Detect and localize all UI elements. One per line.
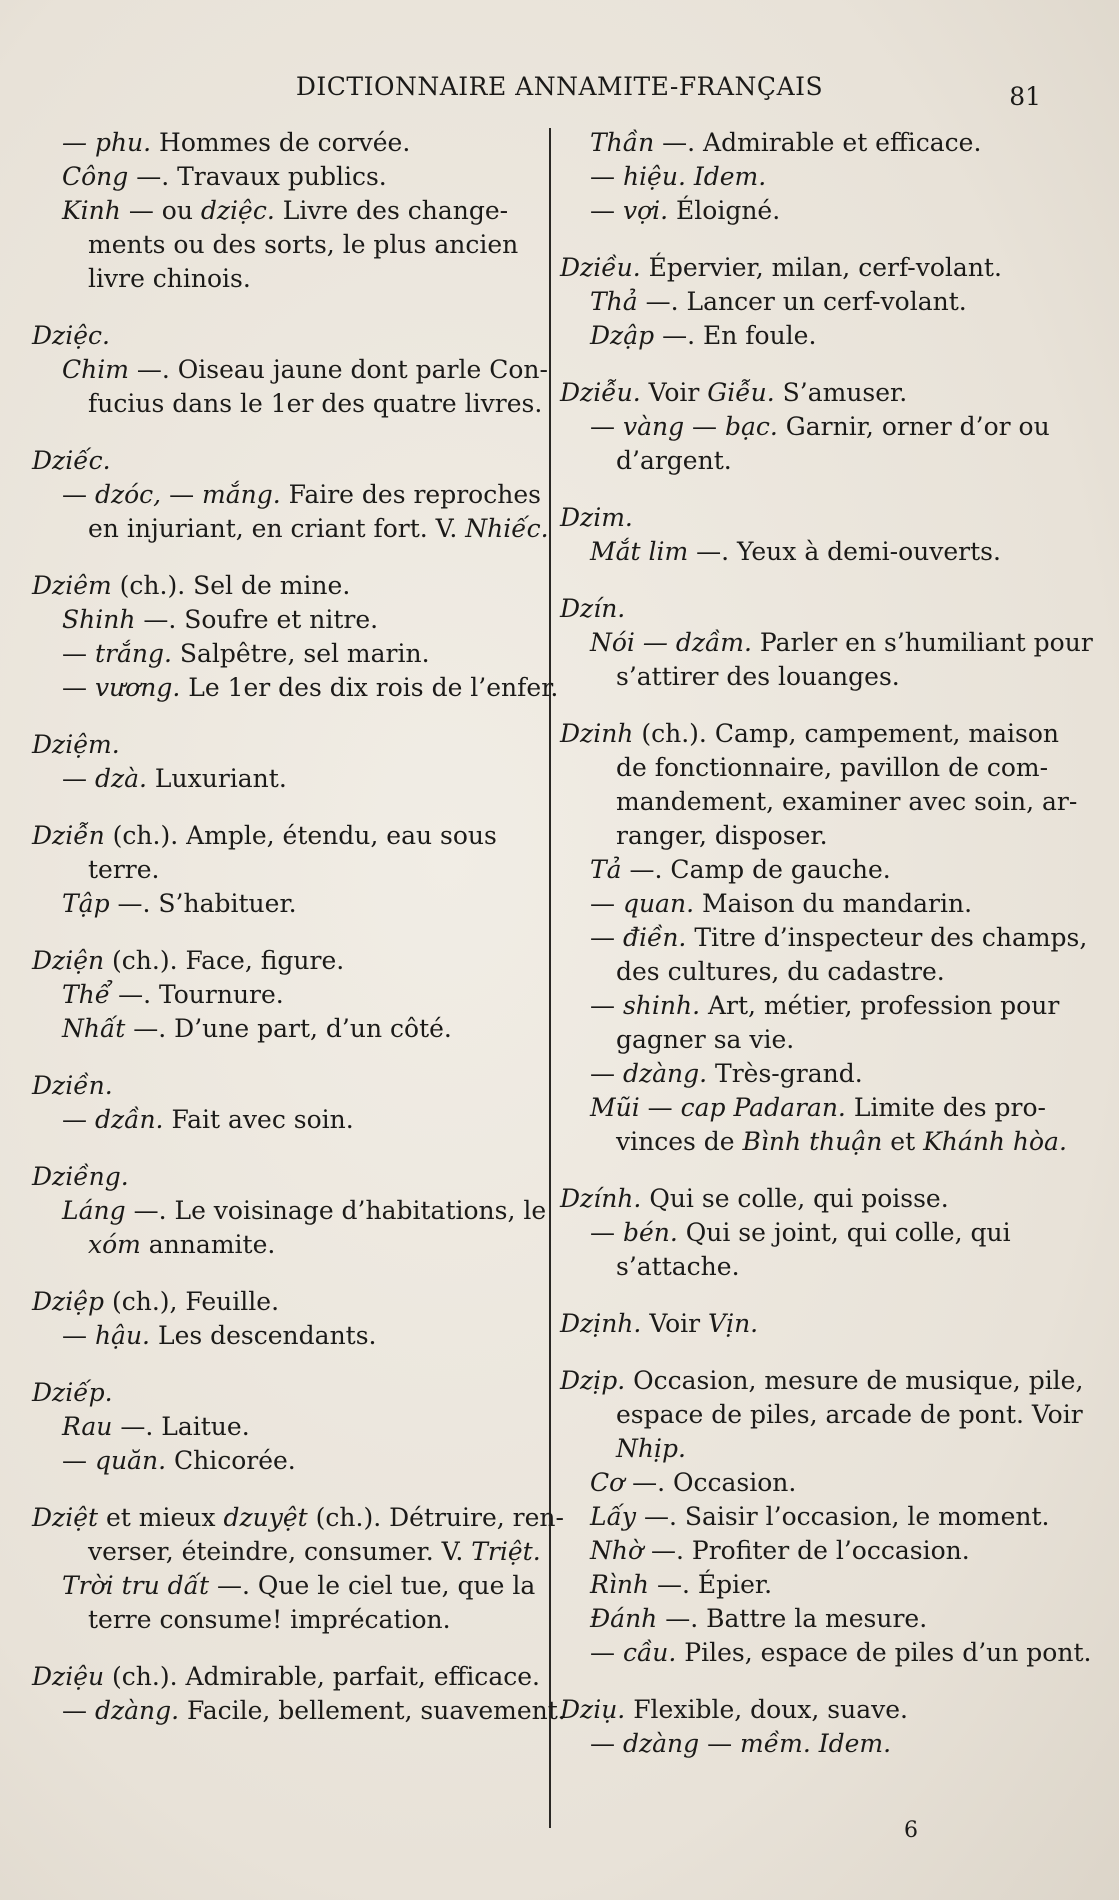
text-run: — <box>590 162 623 191</box>
italic-text: điền. <box>622 923 687 952</box>
italic-text: dzàng <box>622 1729 700 1758</box>
dictionary-entry <box>560 1364 1092 1670</box>
dictionary-entry <box>32 444 549 546</box>
entry-headword-line <box>560 1307 1060 1341</box>
entry-subentry-line <box>32 1319 532 1353</box>
italic-text: Lấy <box>590 1502 637 1531</box>
italic-text: Dziụ. <box>560 1695 626 1724</box>
entry-continuation-line <box>560 1250 1060 1284</box>
entry-headword-line <box>32 569 532 603</box>
italic-text: Bình thuận <box>742 1127 883 1156</box>
text-run: terre. <box>88 855 160 884</box>
italic-text: Dziêm <box>32 571 112 600</box>
text-run: s’attirer des louanges. <box>616 662 900 691</box>
italic-text: Thần <box>590 128 655 157</box>
italic-text: mắng. <box>202 480 281 509</box>
entry-subentry-line <box>560 887 1060 921</box>
text-run: Titre d’inspecteur des champs, <box>686 923 1088 952</box>
text-run: Occasion, mesure de musique, pile, <box>625 1366 1084 1395</box>
dictionary-entry <box>560 501 1060 569</box>
entry-continuation-line <box>560 1398 1083 1432</box>
dictionary-entry <box>560 717 1088 1159</box>
italic-text: Láng <box>62 1196 126 1225</box>
text-run: en injuriant, en criant fort. V. <box>88 514 466 543</box>
text-run: —. Tournure. <box>110 980 284 1009</box>
entry-continuation-line <box>32 387 543 421</box>
entry-continuation-line <box>32 262 532 296</box>
italic-text: dzần. <box>94 1105 164 1134</box>
italic-text: vợi. <box>622 196 669 225</box>
dictionary-entry <box>32 126 532 296</box>
text-run: Limite des pro- <box>845 1093 1046 1122</box>
text-run: — <box>590 196 623 225</box>
entry-subentry-line <box>560 1057 1060 1091</box>
dictionary-entry <box>32 1160 547 1262</box>
entry-headword-line <box>32 319 532 353</box>
entry-continuation-line <box>32 853 532 887</box>
entry-subentry-line <box>560 194 1060 228</box>
text-run: — <box>590 1638 623 1667</box>
italic-text: — phu. <box>62 128 152 157</box>
entry-subentry-line <box>560 319 1060 353</box>
entry-headword-line <box>32 1285 532 1319</box>
text-run: — <box>590 1729 623 1758</box>
entry-subentry-line <box>560 853 1060 887</box>
dictionary-entry <box>32 1501 564 1637</box>
italic-text: Dziện <box>32 946 105 975</box>
text-run: et mieux <box>98 1503 224 1532</box>
italic-text: Khánh hòa. <box>923 1127 1067 1156</box>
entry-subentry-line <box>560 1727 1060 1761</box>
entry-continuation-line <box>32 512 549 546</box>
entry-continuation-line <box>560 955 1060 989</box>
italic-text: Dzim. <box>560 503 633 532</box>
italic-text: mềm. Idem. <box>740 1729 892 1758</box>
italic-text: Dziếc. <box>32 446 111 475</box>
entry-continuation-line <box>560 1125 1067 1159</box>
text-run: (ch.). Admirable, parfait, efficace. <box>104 1662 540 1691</box>
italic-text: Mắt lim <box>590 537 689 566</box>
dictionary-entry <box>32 819 532 921</box>
text-run: Salpêtre, sel marin. <box>171 639 430 668</box>
text-run: —. Épier. <box>649 1570 773 1599</box>
dictionary-entry <box>32 1660 566 1728</box>
entry-subentry-line <box>32 1444 532 1478</box>
italic-text: Dziệp <box>32 1287 105 1316</box>
text-run: Piles, espace de piles d’un pont. <box>676 1638 1092 1667</box>
italic-text: Dziệu <box>32 1662 105 1691</box>
text-run: — <box>62 639 95 668</box>
text-run: ranger, disposer. <box>616 821 828 850</box>
text-run: verser, éteindre, consumer. V. <box>88 1537 472 1566</box>
entry-continuation-line <box>32 1535 541 1569</box>
italic-text: bén. <box>622 1218 678 1247</box>
italic-text: quan. <box>622 889 695 918</box>
entry-headword-line <box>32 1069 532 1103</box>
dictionary-entry <box>32 319 548 421</box>
text-run: Voir <box>641 1309 709 1338</box>
entry-subentry-line <box>560 1216 1060 1250</box>
dictionary-entry <box>560 376 1060 478</box>
text-run: —. En foule. <box>654 321 817 350</box>
text-run: Maison du mandarin. <box>694 889 973 918</box>
dictionary-entry <box>32 944 532 1046</box>
italic-text: hiệu. Idem. <box>622 162 767 191</box>
text-run: — <box>684 412 725 441</box>
italic-text: cap Padaran. <box>680 1093 846 1122</box>
text-run: —. Le voisinage d’habitations, le <box>125 1196 547 1225</box>
italic-text: Giễu. <box>707 378 775 407</box>
entry-headword-line <box>560 251 1060 285</box>
italic-text: Nhiếc. <box>465 514 549 543</box>
italic-text: Tả <box>590 855 622 884</box>
text-run: — <box>590 1059 623 1088</box>
column-divider <box>549 128 551 1828</box>
text-run: — <box>62 673 95 702</box>
italic-text: xóm <box>88 1230 141 1259</box>
italic-text: Shinh <box>62 605 136 634</box>
dictionary-entry <box>560 1182 1060 1284</box>
italic-text: Thể <box>62 980 111 1009</box>
text-run: Parler en s’humiliant pour <box>751 628 1093 657</box>
text-run: Livre des change- <box>274 196 509 225</box>
text-run: vinces de <box>616 1127 743 1156</box>
italic-text: Dziễn <box>32 821 105 850</box>
text-run: livre chinois. <box>88 264 251 293</box>
italic-text: bạc. <box>725 412 778 441</box>
entry-continuation-line <box>560 444 1060 478</box>
italic-text: Công <box>62 162 129 191</box>
text-run: Les descendants. <box>150 1321 377 1350</box>
entry-subentry-line <box>560 160 1060 194</box>
entry-headword-line <box>560 717 1060 751</box>
italic-text: Rau <box>62 1412 113 1441</box>
entry-headword-line <box>560 592 1060 626</box>
text-run: Épervier, milan, cerf-volant. <box>640 253 1002 282</box>
text-run: Le 1er des dix rois de l’enfer. <box>180 673 559 702</box>
text-run: — ou <box>120 196 201 225</box>
italic-text: hậu. <box>94 1321 151 1350</box>
italic-text: Dziếp. <box>32 1378 113 1407</box>
entry-headword-line <box>560 376 1060 410</box>
entry-headword-line <box>560 501 1060 535</box>
entry-subentry-line <box>560 285 1060 319</box>
italic-text: Thả <box>590 287 638 316</box>
text-run: —. Soufre et nitre. <box>135 605 379 634</box>
entry-subentry-line <box>560 1466 1060 1500</box>
text-run: — <box>62 480 95 509</box>
entry-continuation-line <box>560 819 1060 853</box>
text-run: — <box>62 764 95 793</box>
italic-text: Dziệm. <box>32 730 120 759</box>
italic-text: Chim <box>62 355 129 384</box>
italic-text: Nhịp. <box>616 1434 686 1463</box>
dictionary-entry <box>560 1693 1060 1761</box>
italic-text: cầu. <box>622 1638 677 1667</box>
text-run: ments ou des sorts, le plus ancien <box>88 230 519 259</box>
text-run: — <box>590 412 623 441</box>
entry-subentry-line <box>560 535 1060 569</box>
italic-text: dzóc, <box>94 480 162 509</box>
italic-text: Dzính. <box>560 1184 642 1213</box>
entry-subentry-line <box>32 603 532 637</box>
text-run: Art, métier, profession pour <box>700 991 1060 1020</box>
entry-subentry-line <box>32 1103 532 1137</box>
italic-text: Dziễu. <box>560 378 641 407</box>
text-run: — <box>62 1696 95 1725</box>
text-run: —. Admirable et efficace. <box>654 128 982 157</box>
italic-text: Đánh <box>590 1604 658 1633</box>
entry-subentry-line <box>32 353 548 387</box>
text-run: Voir <box>640 378 708 407</box>
entry-headword-line <box>32 728 532 762</box>
entry-headword-line <box>32 444 532 478</box>
text-run: —. Profiter de l’occasion. <box>643 1536 970 1565</box>
text-run: terre consume! imprécation. <box>88 1605 451 1634</box>
text-run: Faire des reproches <box>280 480 541 509</box>
entry-continuation-line <box>32 1228 532 1262</box>
text-run: — <box>62 1446 95 1475</box>
italic-text: Dziềng. <box>32 1162 129 1191</box>
text-run: gagner sa vie. <box>616 1025 795 1054</box>
entry-continuation-line <box>560 660 1060 694</box>
text-run: —. Que le ciel tue, que la <box>209 1571 536 1600</box>
italic-text: Dziền. <box>32 1071 113 1100</box>
entry-subentry-line <box>560 1500 1060 1534</box>
italic-text: Rình <box>590 1570 650 1599</box>
dictionary-entry <box>560 592 1093 694</box>
entry-subentry-line <box>560 921 1088 955</box>
entry-headword-line <box>32 1376 532 1410</box>
text-run: d’argent. <box>616 446 732 475</box>
text-run: (ch.). Détruire, ren- <box>307 1503 564 1532</box>
text-run: —. Battre la mesure. <box>657 1604 928 1633</box>
entry-subentry-line <box>32 194 532 228</box>
italic-text: Triệt. <box>471 1537 541 1566</box>
text-run: — <box>590 991 623 1020</box>
entry-continuation-line <box>560 1023 1060 1057</box>
text-run: —. Yeux à demi-ouverts. <box>688 537 1001 566</box>
entry-subentry-line <box>32 887 532 921</box>
entry-continuation-line <box>32 228 532 262</box>
text-run: (ch.), Feuille. <box>104 1287 280 1316</box>
signature-mark: 6 <box>904 1818 918 1843</box>
dictionary-entry <box>560 126 1060 228</box>
italic-text: dzàng. <box>622 1059 708 1088</box>
text-run: Éloigné. <box>668 196 781 225</box>
italic-text: Dzập <box>590 321 655 350</box>
entry-subentry-line <box>32 637 532 671</box>
entry-subentry-line <box>560 1091 1060 1125</box>
italic-text: Dziệt <box>32 1503 99 1532</box>
entry-headword-line <box>32 1660 540 1694</box>
entry-headword-line <box>560 1693 1060 1727</box>
dictionary-entry <box>560 1307 1060 1341</box>
italic-text: shinh. <box>622 991 701 1020</box>
dictionary-entry <box>32 1069 532 1137</box>
italic-text: Vịn. <box>708 1309 759 1338</box>
entry-headword-line <box>32 819 532 853</box>
dictionary-entry <box>32 1285 532 1353</box>
entry-subentry-line <box>32 160 532 194</box>
entry-headword-line <box>560 1364 1084 1398</box>
text-run: — <box>590 889 623 918</box>
entry-headword-line <box>560 1182 1060 1216</box>
text-run: Luxuriant. <box>146 764 287 793</box>
text-run: de fonctionnaire, pavillon de com- <box>616 753 1049 782</box>
entry-subentry-line <box>560 626 1093 660</box>
entry-subentry-line <box>560 989 1060 1023</box>
text-run: — <box>590 923 623 952</box>
left-column <box>32 126 566 1751</box>
text-run: (ch.). Camp, campement, maison <box>633 719 1059 748</box>
text-run: Qui se colle, qui poisse. <box>641 1184 949 1213</box>
italic-text: Dzịnh. <box>560 1309 642 1338</box>
text-run: —. Travaux publics. <box>128 162 387 191</box>
italic-text: Dziều. <box>560 253 641 282</box>
entry-subentry-line <box>32 126 532 160</box>
entry-subentry-line <box>32 1012 532 1046</box>
italic-text: vàng <box>622 412 685 441</box>
text-run: —. Saisir l’occasion, le moment. <box>636 1502 1050 1531</box>
italic-text: dzuyệt <box>223 1503 308 1532</box>
text-run: —. Oiseau jaune dont parle Con- <box>128 355 548 384</box>
italic-text: Kinh <box>62 196 121 225</box>
italic-text: Dziệc. <box>32 321 110 350</box>
entry-subentry-line <box>560 1636 1092 1670</box>
entry-subentry-line <box>32 978 532 1012</box>
italic-text: Tập <box>62 889 110 918</box>
italic-text: Nhất <box>62 1014 126 1043</box>
italic-text: Nhờ <box>590 1536 644 1565</box>
entry-continuation-line <box>32 1603 532 1637</box>
dictionary-entry <box>560 251 1060 353</box>
italic-text: Cơ <box>590 1468 625 1497</box>
text-run: — <box>699 1729 741 1758</box>
page-number: 81 <box>1009 82 1041 111</box>
text-run: des cultures, du cadastre. <box>616 957 945 986</box>
text-run: — <box>62 1105 95 1134</box>
entry-subentry-line <box>32 1569 536 1603</box>
right-column <box>560 126 1093 1784</box>
entry-subentry-line <box>560 410 1060 444</box>
italic-text: Dzịp. <box>560 1366 626 1395</box>
text-run: (ch.). Sel de mine. <box>111 571 351 600</box>
italic-text: dzà. <box>94 764 147 793</box>
text-run: Facile, bellement, suavement. <box>179 1696 566 1725</box>
text-run: — <box>590 1218 623 1247</box>
entry-subentry-line <box>32 1410 532 1444</box>
dictionary-entry <box>32 569 559 705</box>
entry-subentry-line <box>560 1534 1060 1568</box>
italic-text: Mũi <box>590 1093 640 1122</box>
entry-subentry-line <box>560 1602 1060 1636</box>
text-run: mandement, examiner avec soin, ar- <box>616 787 1078 816</box>
text-run: —. S’habituer. <box>109 889 297 918</box>
text-run: Chicorée. <box>166 1446 296 1475</box>
entry-subentry-line <box>560 126 1060 160</box>
entry-headword-line <box>32 944 532 978</box>
text-run: — <box>62 1321 95 1350</box>
italic-text: Dzín. <box>560 594 626 623</box>
entry-subentry-line <box>32 762 532 796</box>
text-run: Flexible, doux, suave. <box>625 1695 908 1724</box>
text-run: Qui se joint, qui colle, qui <box>677 1218 1011 1247</box>
text-run: —. Lancer un cerf-volant. <box>637 287 967 316</box>
entry-subentry-line <box>32 1694 566 1728</box>
text-run: annamite. <box>140 1230 276 1259</box>
text-run: (ch.). Ample, étendu, eau sous <box>104 821 497 850</box>
italic-text: Trời tru dất <box>62 1571 210 1600</box>
text-run: S’amuser. <box>774 378 908 407</box>
text-run: Hommes de corvée. <box>151 128 411 157</box>
entry-subentry-line <box>32 478 541 512</box>
text-run: —. D’une part, d’un côté. <box>125 1014 452 1043</box>
text-run: espace de piles, arcade de pont. Voir <box>616 1400 1083 1429</box>
italic-text: trắng. <box>94 639 172 668</box>
dictionary-entry <box>32 728 532 796</box>
entry-continuation-line <box>560 751 1060 785</box>
text-run: — <box>161 480 203 509</box>
entry-continuation-line <box>560 1432 1060 1466</box>
dictionary-entry <box>32 1376 532 1478</box>
italic-text: quăn. <box>94 1446 167 1475</box>
italic-text: Dzinh <box>560 719 634 748</box>
italic-text: Nói — dzầm. <box>590 628 752 657</box>
text-run: —. Occasion. <box>624 1468 797 1497</box>
text-run: — <box>639 1093 681 1122</box>
text-run: s’attache. <box>616 1252 740 1281</box>
text-run: Garnir, orner d’or ou <box>777 412 1050 441</box>
text-run: —. Laitue. <box>112 1412 250 1441</box>
text-run: fucius dans le 1er des quatre livres. <box>88 389 543 418</box>
italic-text: dziệc. <box>200 196 275 225</box>
text-run: (ch.). Face, figure. <box>104 946 345 975</box>
text-run: Très-grand. <box>707 1059 863 1088</box>
entry-headword-line <box>32 1160 532 1194</box>
italic-text: vương. <box>94 673 181 702</box>
entry-headword-line <box>32 1501 564 1535</box>
text-run: et <box>882 1127 924 1156</box>
text-run: —. Camp de gauche. <box>621 855 891 884</box>
entry-subentry-line <box>560 1568 1060 1602</box>
italic-text: dzàng. <box>94 1696 180 1725</box>
entry-continuation-line <box>560 785 1078 819</box>
entry-subentry-line <box>32 1194 547 1228</box>
text-run: Fait avec soin. <box>163 1105 354 1134</box>
entry-subentry-line <box>32 671 559 705</box>
running-head-title: DICTIONNAIRE ANNAMITE-FRANÇAIS <box>295 72 824 101</box>
